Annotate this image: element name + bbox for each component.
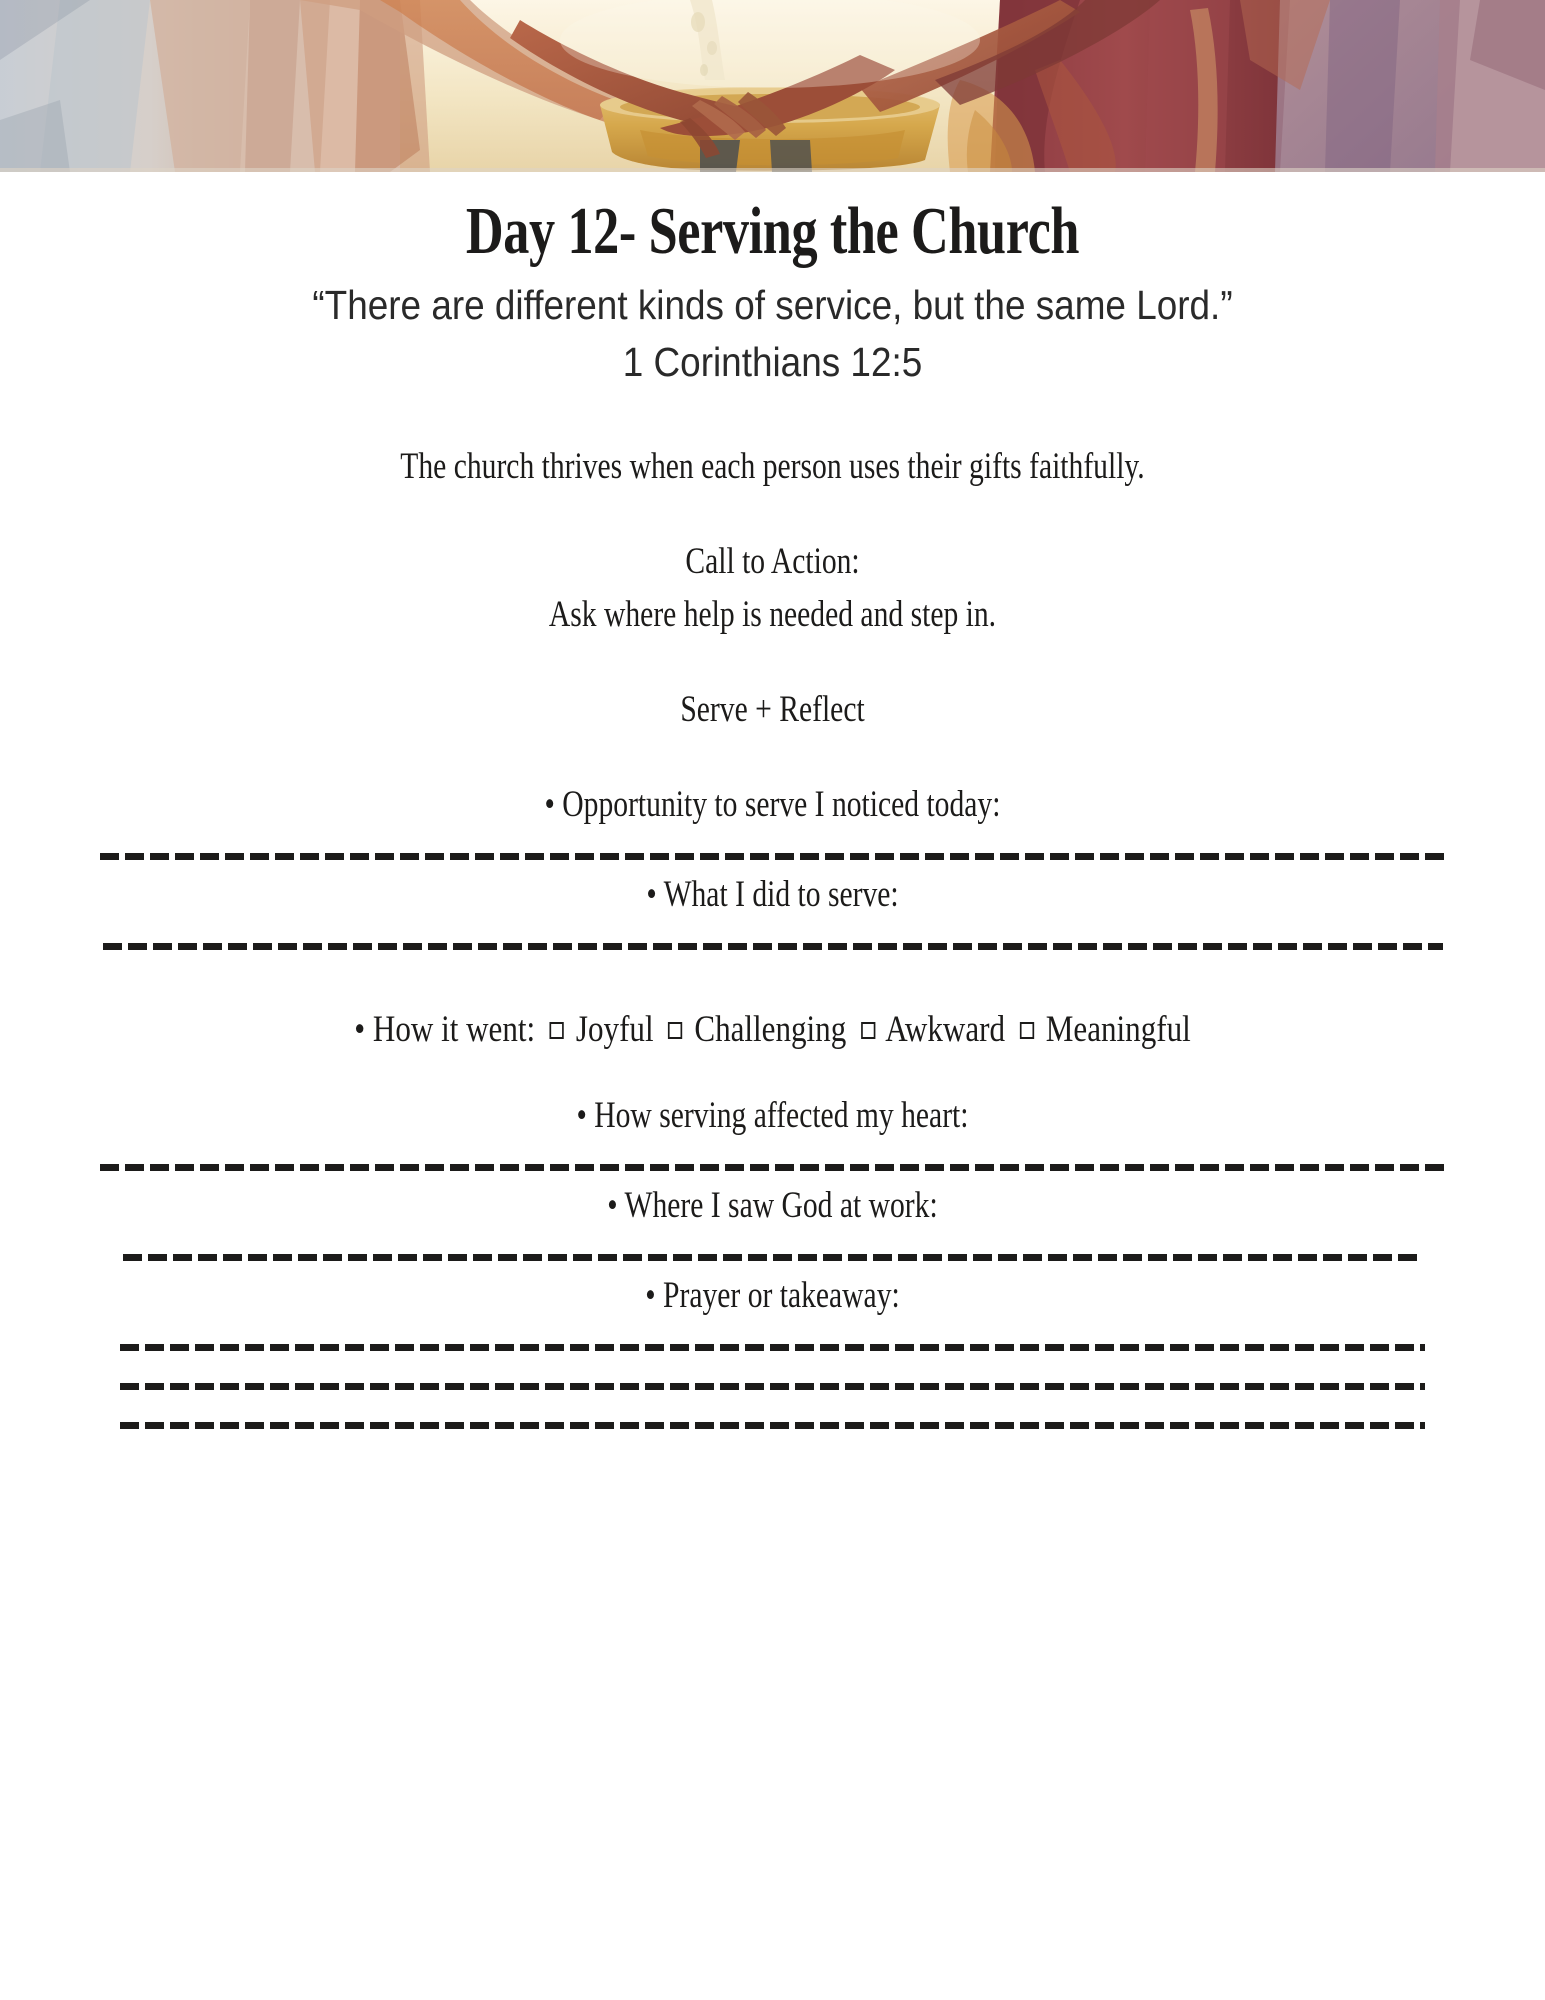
page-title: Day 12- Serving the Church [465,194,1080,268]
checkbox-meaningful[interactable] [1020,1022,1034,1039]
hero-illustration [0,0,1545,172]
worksheet-body [0,194,1545,1429]
write-line-what-i-did[interactable] [103,943,1443,950]
verse-reference: 1 Corinthians 12:5 [622,339,923,386]
write-line-prayer-3[interactable] [120,1422,1425,1429]
prompt-label-prayer-takeaway: • Prayer or takeaway: [645,1274,900,1316]
write-line-god-at-work[interactable] [123,1254,1423,1261]
how-it-went-row [124,1008,1422,1051]
option-label-awkward: Awkward [885,1008,1006,1050]
write-line-prayer-2[interactable] [120,1383,1425,1390]
option-label-challenging: Challenging [694,1008,847,1050]
option-label-meaningful: Meaningful [1045,1008,1191,1050]
prompt-label-opportunity: • Opportunity to serve I noticed today: [544,783,1001,825]
verse-quote: “There are different kinds of service, but the same Lord.” [312,282,1233,328]
option-label-joyful: Joyful [575,1008,654,1050]
prompt-label-what-i-did: • What I did to serve: [646,873,899,915]
write-line-affected-heart[interactable] [100,1164,1445,1171]
prompt-label-god-at-work: • Where I saw God at work: [607,1184,938,1226]
call-to-action-heading: Call to Action: [685,540,860,582]
checkbox-awkward[interactable] [861,1022,875,1039]
write-line-opportunity[interactable] [100,853,1445,860]
prompt-label-affected-heart: • How serving affected my heart: [576,1094,969,1136]
section-heading-serve-reflect: Serve + Reflect [680,688,865,730]
watercolor-handwashing-icon [0,0,1545,172]
how-it-went-label: • How it went: [354,1008,536,1050]
write-line-prayer-1[interactable] [120,1344,1425,1351]
checkbox-challenging[interactable] [668,1022,682,1039]
intro-text: The church thrives when each person uses their gifts faithfully. [400,445,1145,487]
call-to-action-text: Ask where help is needed and step in. [548,593,997,635]
checkbox-joyful[interactable] [550,1022,564,1039]
